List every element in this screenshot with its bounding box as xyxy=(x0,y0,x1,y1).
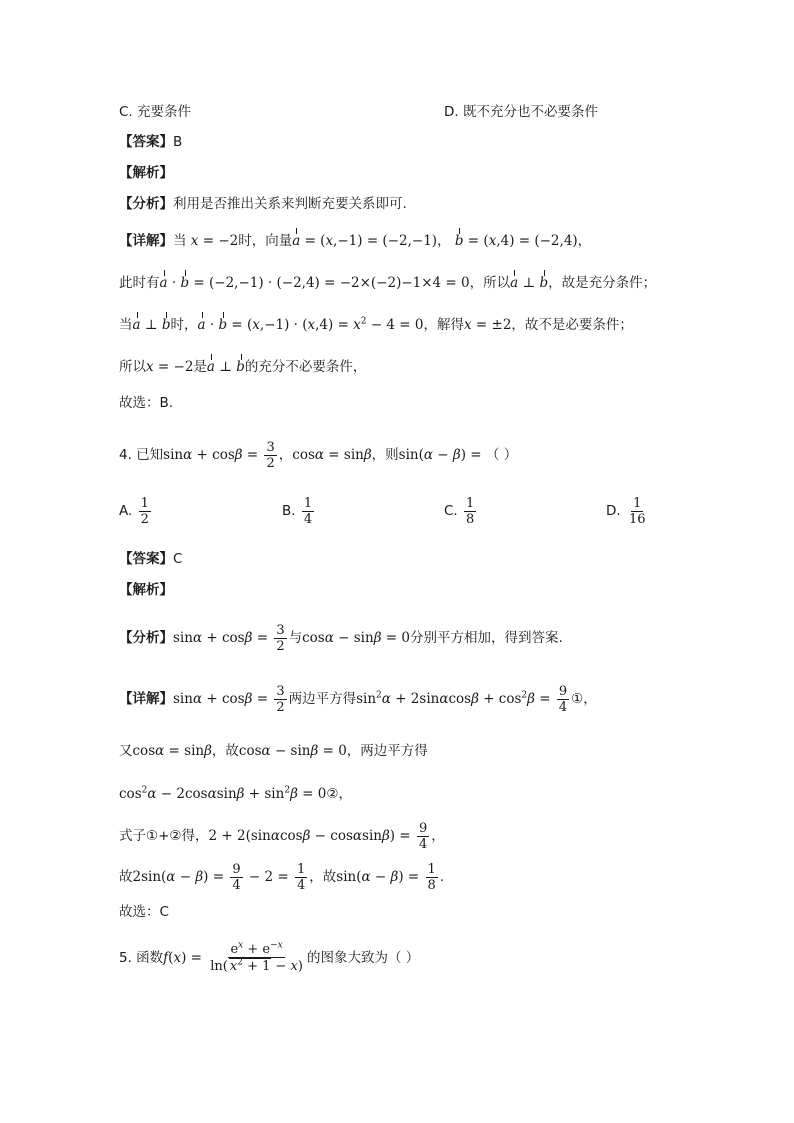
answer-value: C xyxy=(173,551,183,567)
text: ，解得 xyxy=(423,317,464,333)
numerator: 1 xyxy=(140,495,149,511)
q4-conclusion: 故选：C xyxy=(119,904,169,920)
xiangjie-line-2: 此时有a · b = (−2,−1) · (−2,4) = −2×(−2)−1×4 = 0，所以a ⊥ b，故是充分条件； xyxy=(119,275,657,291)
q4-analysis-label: 【解析】 xyxy=(119,582,173,598)
text: ，所以 xyxy=(469,275,511,291)
text: ，则 xyxy=(371,447,399,463)
xiangjie-line-3: 当a ⊥ b时，$a \cdot b = (x,-1) \cdot (x,4) = x^2 - 4 = 0$，解得x = ±2，故不是必要条件； xyxy=(119,316,633,333)
text: 4. 已知 xyxy=(119,447,164,463)
q4-xiangjie-line-5: 故2sin(α − β) = $\frac{9}{4}$ − 2 = $\frac{1}{4}$ ，故sin(α − β) = $\frac{1}{8}$ . xyxy=(119,861,445,893)
denominator: 8 xyxy=(466,511,475,527)
text: ， xyxy=(278,447,293,463)
denominator: 2 xyxy=(140,511,149,527)
text: 式子①+②得， xyxy=(119,828,209,844)
xiangjie-line-1: 【详解】当 x = −2时，向量a = (x,−1) = (−2,−1)， b = (x,4) = (−2,4)， xyxy=(119,233,592,249)
fenxi-text: 利用是否推出关系来判断充要关系即可. xyxy=(173,196,407,212)
numerator: 1 xyxy=(466,495,475,511)
fenxi-line xyxy=(119,194,407,214)
fenxi-label: 【分析】 xyxy=(119,630,173,646)
answer-value: B xyxy=(173,134,183,150)
text: 5. 函数 xyxy=(119,950,164,966)
answer-label: 【答案】 xyxy=(119,134,173,150)
answer-line xyxy=(119,132,182,152)
text: 的图象大致为（ ） xyxy=(306,950,420,966)
text: 当 xyxy=(119,317,133,333)
option-label: A. xyxy=(119,503,133,519)
q5-stem: 5. 函数f(x) = $\frac{e^x + e^{-x}}{\ln( x^2 + 1 - x)}$ 的图象大致为（ ） xyxy=(119,940,420,974)
numerator: 1 xyxy=(303,495,313,511)
text: 时， xyxy=(170,317,198,333)
text: 的充分不必要条件， xyxy=(244,359,367,375)
text: 又 xyxy=(119,743,133,759)
q3-conclusion: 故选：B. xyxy=(119,395,174,411)
text: 与 xyxy=(288,630,303,646)
text: 两边平方得 xyxy=(288,691,357,707)
q4-option-b xyxy=(282,494,316,528)
xiangjie-label: 【详解】 xyxy=(119,691,173,707)
option-label: D. xyxy=(606,503,621,519)
option-d: D. 既不充分也不必要条件 xyxy=(444,104,598,120)
text: ①， xyxy=(571,691,597,707)
text: 是 xyxy=(193,359,207,375)
analysis-label: 【解析】 xyxy=(119,165,173,181)
text: 分别平方相加，得到答案. xyxy=(409,630,563,646)
numerator: 1 xyxy=(633,495,642,511)
text: ， xyxy=(437,233,451,249)
answer-label: 【答案】 xyxy=(119,551,173,567)
q4-option-c xyxy=(444,494,478,528)
q4-xiangjie-line-3: $\cos^2\alpha - 2\cos\alpha\sin\beta + \sin^2\beta$ = 0②， xyxy=(119,785,352,802)
text: 此时有 xyxy=(119,275,160,291)
option-label: B. xyxy=(282,503,296,519)
q4-option-d xyxy=(606,494,650,528)
text: ，故不是必要条件； xyxy=(511,317,633,333)
text: 时，向量 xyxy=(238,233,293,249)
text: 故 xyxy=(119,869,133,885)
text: 当 xyxy=(173,233,187,249)
text: . xyxy=(439,869,445,885)
text: 所以 xyxy=(119,359,146,375)
text: ，故 xyxy=(211,743,239,759)
q4-xiangjie-line-2: 又cosα = sinβ，故cosα − sinβ = 0，两边平方得 xyxy=(119,743,428,759)
fraction: $\frac{3}{2}$ xyxy=(266,439,275,471)
text: ， xyxy=(577,233,592,249)
q4-option-a xyxy=(119,494,153,528)
xiangjie-line-4: 所以x = −2是a ⊥ b的充分不必要条件， xyxy=(119,359,367,375)
text: （ ） xyxy=(485,447,518,463)
denominator: 16 xyxy=(628,511,646,527)
formula-x-eq: x xyxy=(190,233,199,249)
option-c: C. 充要条件 xyxy=(119,104,192,120)
q4-xiangjie-line-1: 【详解】sinα + cosβ = $\frac{3}{2}$ 两边平方得$\sin^2\alpha + 2\sin\alpha\cos\beta + \cos^2\beta$ = $\frac{9}{4}$ ①， xyxy=(119,683,597,715)
option-label: C. xyxy=(444,503,458,519)
xiangjie-label: 【详解】 xyxy=(119,233,173,249)
text: ②， xyxy=(326,786,352,802)
fenxi-label: 【分析】 xyxy=(119,196,173,212)
text: ，故 xyxy=(309,869,337,885)
text: ，两边平方得 xyxy=(346,743,428,759)
q4-stem: 4. 已知sinα + cosβ = $\frac{3}{2}$ ，cosα = sinβ，则sin(α − β) = （ ） xyxy=(119,439,518,471)
function-fraction: $\frac{e^x + e^{-x}}{\ln( x^2 + 1 - x)}$ xyxy=(210,940,303,974)
denominator: 4 xyxy=(303,511,313,527)
text: ， xyxy=(431,828,445,844)
text: ，故是充分条件； xyxy=(548,275,657,291)
vector-b: b xyxy=(454,233,464,249)
vector-a: a xyxy=(292,233,301,249)
q4-fenxi-line: 【分析】sinα + cosβ = $\frac{3}{2}$ 与cosα − sinβ = 0分别平方相加，得到答案. xyxy=(119,622,563,654)
q4-answer-line xyxy=(119,549,182,569)
q4-xiangjie-line-4: 式子①+②得，2 + 2(sinαcosβ − cosαsinβ) = $\frac{9}{4}$ ， xyxy=(119,820,445,852)
